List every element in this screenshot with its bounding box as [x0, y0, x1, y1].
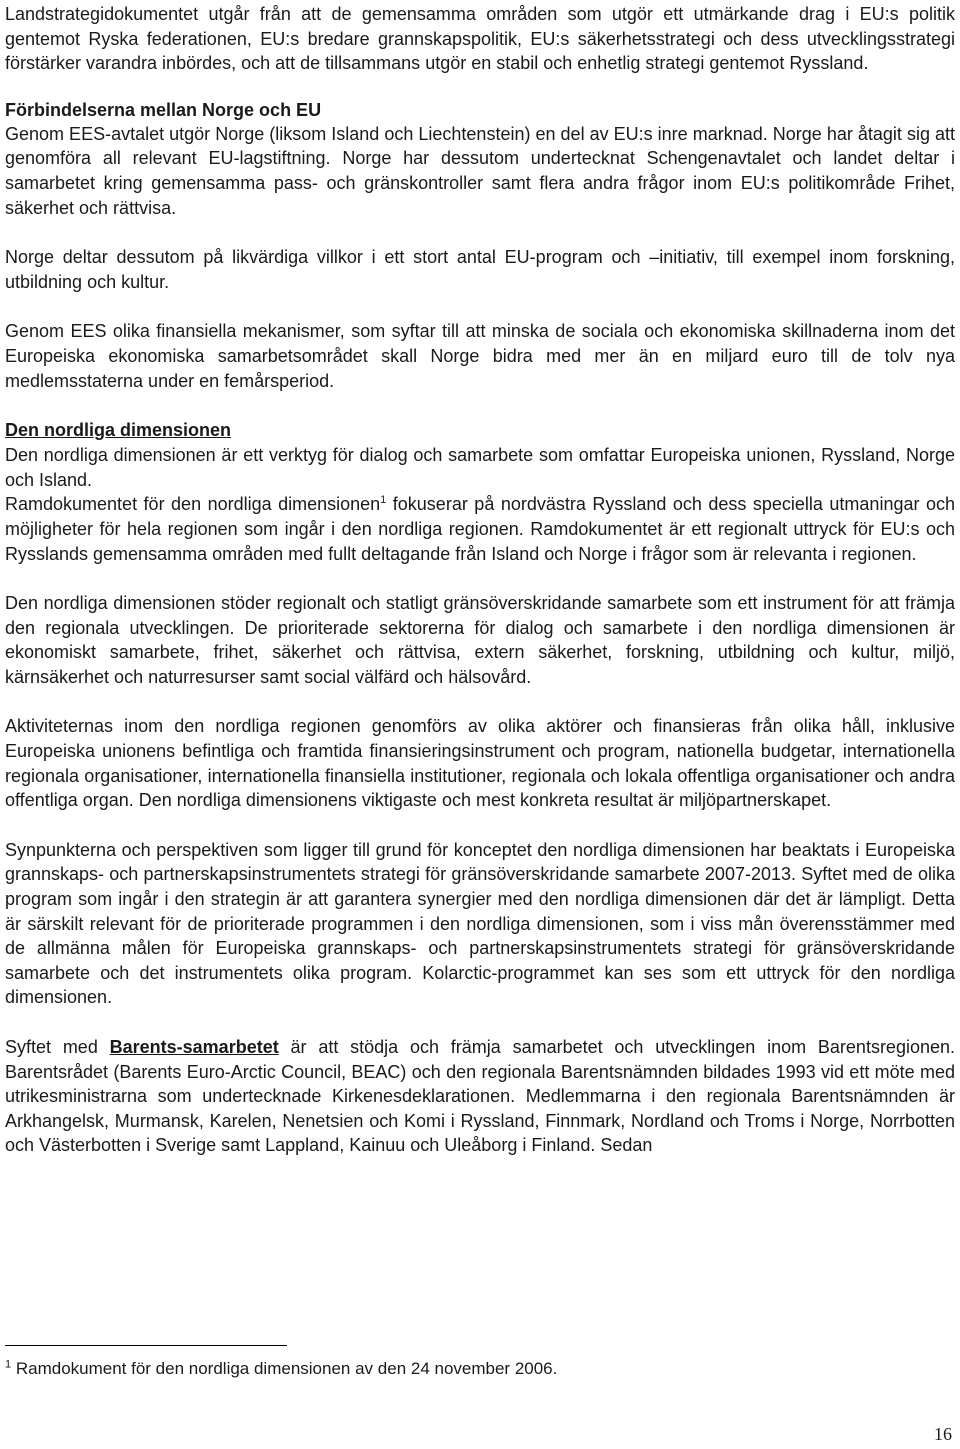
paragraph-ramdokumentet [5, 492, 955, 566]
barents-samarbetet-term: Barents-samarbetet [109, 1037, 279, 1057]
ramdokumentet-text-end: fokuserar på nordvästra Ryssland och dess speciella utmaningar och möjligheter för hela regionen som ingår i den nordliga regionen. Ramdokumentet är ett regionalt uttryck för EU:s och Rysslands gemensamma områden med fullt deltagande från Island och Norge i frågor som är relevanta i regionen. [5, 494, 955, 564]
barents-text-start: Syftet med [5, 1037, 110, 1057]
page-number: 16 [934, 1424, 952, 1444]
paragraph-gransoverskridande: Den nordliga dimensionen stöder regionalt och statligt gränsöverskridande samarbete som ett instrument för att främja den regionala utvecklingen. De prioriterade sektorerna för dialog och samarbete i den nordliga dimensionen är ekonomiskt samarbete, frihet, säkerhet och rättvisa, extern säkerhet, forskning, utbildning och kultur, miljö, kärnsäkerhet och naturresurser samt social välfärd och hälsovård. [5, 593, 955, 687]
document-page [5, 0, 955, 1158]
footnote-reference: 1 [380, 494, 387, 507]
section-heading-norge-eu: Förbindelserna mellan Norge och EU [5, 99, 322, 120]
barents-text-end: är att stödja och främja samarbetet och utvecklingen inom Barentsregionen. Barentsrådet (Barents Euro-Arctic Council, BEAC) och den regionala Barentsnämnden bildades 1993 vid ett möte med utrikesministrarna som undertecknade Kirkenesdeklarationen. Medlemmarna i den regionala Barentsnämnden är Arkhangelsk, Murmansk, Karelen, Nenetsien och Komi i Ryssland, Finnmark, Nordland och Troms i Norge, Norrbotten och Västerbotten i Sverige samt Lappland, Kainuu och Uleåborg i Finland. Sedan [5, 1037, 956, 1156]
footnote [5, 1358, 557, 1380]
intro-paragraph: Landstrategidokumentet utgår från att de gemensamma områden som utgör ett utmärkande drag i EU:s politik gentemot Ryska federationen, EU:s bredare grannskapspolitik, EU:s säkerhetsstrategi och dess utvecklingsstrategi förstärker varandra inbördes, och att de tillsammans utgör en stabil och enhetlig strategi gentemot Ryssland. [5, 4, 955, 74]
footnote-divider [5, 1345, 287, 1346]
ramdokumentet-text-start: Ramdokumentet för den nordliga dimensionen [5, 494, 381, 515]
footnote-text: Ramdokument för den nordliga dimensionen av den 24 november 2006. [11, 1359, 558, 1378]
footnote-marker: 1 [5, 1358, 12, 1371]
paragraph-nordliga-verktyg: Den nordliga dimensionen är ett verktyg för dialog och samarbete som omfattar Europeiska unionen, Ryssland, Norge och Island. [5, 445, 955, 490]
paragraph-aktiviteter: Aktiviteternas inom den nordliga regionen genomförs av olika aktörer och finansieras från olika håll, inklusive Europeiska unionens befintliga och framtida finansieringsinstrument och program, nationella budgetar, internationella regionala organisationer, internationella finansiella institutioner, regionala och lokala offentliga organisationer och andra offentliga organ. Den nordliga dimensionens viktigaste och mest konkreta resultat är miljöpartnerskapet. [5, 716, 955, 811]
paragraph-synpunkter: Synpunkterna och perspektiven som ligger till grund för konceptet den nordliga dimensionen har beaktats i Europeiska grannskaps- och partnerskapsinstrumentets strategi för gränsöverskridande samarbete 2007-2013. Syftet med de olika program som ingår i den strategin är att garantera synergier med den nordliga dimensionen där det är lämpligt. Detta är särskilt relevant för de prioriterade programmen i den nordliga dimensionen, som i viss mån överensstämmer med de allmänna målen för Europeiska grannskaps- och partnerskapsinstrumentets strategi för gränsöverskridande samarbete och det instrumentets olika program. Kolarctic-programmet kan ses som ett uttryck för den nordliga dimensionen. [5, 839, 955, 1008]
section-heading-nordliga-dimensionen: Den nordliga dimensionen [5, 420, 232, 441]
paragraph-barents [5, 1035, 955, 1158]
paragraph-ees-finansiella: Genom EES olika finansiella mekanismer, som syftar till att minska de sociala och ekonomiska skillnaderna inom det Europeiska ekonomiska samarbetsområdet skall Norge bidra med mer än en miljard euro till de tolv nya medlemsstaterna under en femårsperiod. [5, 321, 955, 391]
paragraph-ees-avtalet: Genom EES-avtalet utgör Norge (liksom Island och Liechtenstein) en del av EU:s inre marknad. Norge har åtagit sig att genomföra all relevant EU-lagstiftning. Norge har dessutom undertecknat Schengenavtalet och landet deltar i samarbetet kring gemensamma pass- och gränskontroller samt flera andra frågor inom EU:s politikområde Frihet, säkerhet och rättvisa. [5, 123, 955, 218]
paragraph-eu-program: Norge deltar dessutom på likvärdiga villkor i ett stort antal EU-program och –initiativ, till exempel inom forskning, utbildning och kultur. [5, 247, 955, 292]
